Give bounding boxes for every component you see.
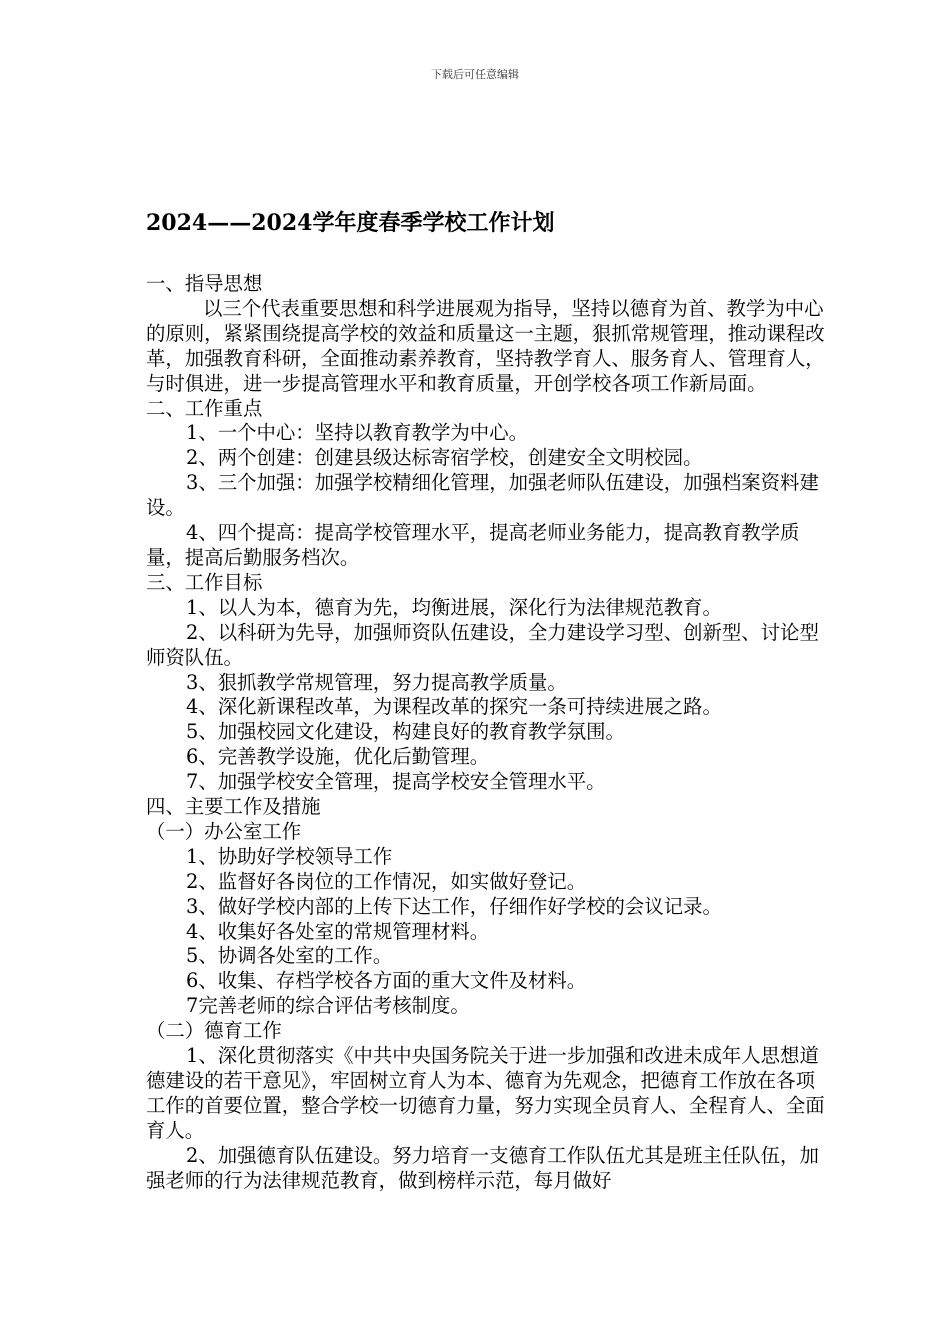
list-item: 3、做好学校内部的上传下达工作，仔细作好学校的会议记录。 bbox=[186, 894, 722, 918]
list-item: 6、完善教学设施，优化后勤管理。 bbox=[186, 745, 490, 769]
list-item: 4、四个提高：提高学校管理水平，提高老师业务能力，提高教育教学质量，提高后勤服务档次。 bbox=[146, 521, 800, 569]
list-item: 3、狠抓教学常规管理，努力提高教学质量。 bbox=[186, 670, 567, 694]
list-item: 2、加强德育队伍建设。努力培育一支德育工作队伍尤其是班主任队伍，加强老师的行为法律规范教育，做到榜样示范，每月做好 bbox=[146, 1143, 819, 1192]
list-item: 1、深化贯彻落实《中共中央国务院关于进一步加强和改进未成年人思想道德建设的若干意见》，牢固树立育人为本、德育为先观念，把德育工作放在各项工作的首要位置，整合学校一切德育力量，努力实现全员育人、全程育人、全面育人。 bbox=[146, 1044, 825, 1142]
list-item: 1、以人为本，德育为先，均衡进展，深化行为法律规范教育。 bbox=[186, 595, 722, 619]
list-item: 7、加强学校安全管理，提高学校安全管理水平。 bbox=[186, 770, 606, 794]
list-item: 3、三个加强：加强学校精细化管理，加强老师队伍建设，加强档案资料建设。 bbox=[146, 471, 819, 520]
section-heading: 一、指导思想 bbox=[146, 272, 263, 295]
section-heading: 四、主要工作及措施 bbox=[146, 795, 321, 819]
section-heading: 三、工作目标 bbox=[146, 570, 263, 594]
document-body bbox=[146, 272, 826, 1194]
list-item: 2、监督好各岗位的工作情况，如实做好登记。 bbox=[186, 869, 587, 893]
subsection-heading: （一）办公室工作 bbox=[146, 819, 302, 843]
paragraph: 以三个代表重要思想和科学进展观为指导，坚持以德育为首、教学为中心的原则，紧紧围绕提高学校的效益和质量这一主题，狠抓常规管理，推动课程改革，加强教育科研，全面推动素养教育，坚持教学育人、服务育人、管理育人，与时俱进，进一步提高管理水平和教育质量，开创学校各项工作新局面。 bbox=[146, 296, 825, 395]
list-item: 1、一个中心：坚持以教育教学为中心。 bbox=[186, 421, 528, 445]
subsection-heading: （二）德育工作 bbox=[146, 1019, 282, 1043]
list-item: 6、收集、存档学校各方面的重大文件及材料。 bbox=[186, 969, 587, 993]
list-item: 7完善老师的综合评估考核制度。 bbox=[186, 994, 470, 1018]
list-item: 5、加强校园文化建设，构建良好的教育教学氛围。 bbox=[186, 720, 625, 744]
list-item: 2、以科研为先导，加强师资队伍建设，全力建设学习型、创新型、讨论型师资队伍。 bbox=[146, 620, 819, 669]
list-item: 5、协调各处室的工作。 bbox=[186, 944, 393, 968]
list-item: 4、收集好各处室的常规管理材料。 bbox=[186, 919, 490, 943]
document-title: 2024——2024学年度春季学校工作计划 bbox=[146, 210, 555, 236]
list-item: 4、深化新课程改革，为课程改革的探究一条可持续进展之路。 bbox=[186, 695, 722, 719]
section-heading: 二、工作重点 bbox=[146, 396, 263, 420]
list-item: 2、两个创建：创建县级达标寄宿学校，创建安全文明校园。 bbox=[186, 446, 703, 470]
list-item: 1、协助好学校领导工作 bbox=[186, 844, 393, 868]
page-header: 下载后可任意编辑 bbox=[431, 68, 519, 81]
